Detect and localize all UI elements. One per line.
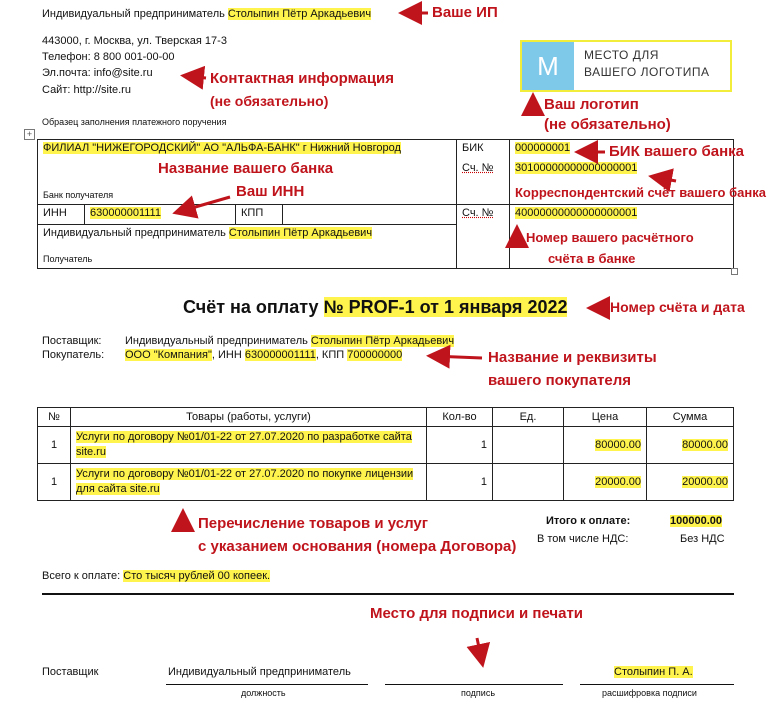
annotation-inn: Ваш ИНН [236, 183, 305, 200]
row-name: Услуги по договору №01/01-22 от 27.07.2020 по покупке лицензии для сайта site.ru [76, 468, 414, 495]
account-label: Сч. № [457, 205, 510, 269]
supplier-name: Столыпин Пётр Аркадьевич [310, 335, 455, 347]
account-value: 40000000000000000001 [515, 207, 638, 219]
annotation-number-date: Номер счёта и дата [610, 299, 745, 315]
logo-text-line1: МЕСТО ДЛЯ [584, 48, 659, 62]
annotation-bank-name: Название вашего банка [158, 160, 334, 177]
items-header-num: № [38, 408, 71, 427]
corr-value: 30100000000000000001 [515, 162, 638, 174]
items-header-goods: Товары (работы, услуги) [71, 408, 427, 427]
annotation-account-2: счёта в банке [548, 251, 636, 266]
buyer-kpp-value: 700000000 [347, 349, 403, 361]
supplier-label: Поставщик: [42, 335, 102, 347]
kpp-label: КПП [236, 205, 283, 225]
annotation-bik: БИК вашего банка [609, 143, 744, 160]
inn-label: ИНН [38, 205, 85, 225]
annotation-items-2: с указанием основания (номера Договора) [198, 538, 517, 555]
arrow-corr-icon [654, 177, 676, 181]
recipient-prefix: Индивидуальный предприниматель [43, 227, 229, 239]
bik-value: 000000001 [515, 142, 571, 154]
row-name: Услуги по договору №01/01-22 от 27.07.2020 по разработке сайта site.ru [76, 431, 412, 458]
corr-label: Сч. № [462, 162, 494, 174]
seller-email: Эл.почта: info@site.ru [42, 67, 153, 79]
cap-decoding: расшифровка подписи [602, 688, 697, 698]
sign-position: Индивидуальный предприниматель [168, 666, 351, 678]
vat-label: В том числе НДС: [537, 533, 629, 545]
total-words-value: Сто тысяч рублей 00 копеек. [123, 570, 271, 582]
inn-value: 630000001111 [90, 207, 161, 219]
arrow-inn-icon [178, 197, 230, 212]
annotation-logo-1: Ваш логотип [544, 96, 639, 113]
row-sum: 80000.00 [682, 439, 728, 451]
cap-signature: подпись [461, 688, 496, 698]
sample-caption: Образец заполнения платежного поручения [42, 117, 227, 127]
row-price: 80000.00 [595, 439, 641, 451]
annotation-items-1: Перечисление товаров и услуг [198, 515, 429, 532]
arrow-buyer-icon [432, 356, 482, 358]
buyer-inn-label: , ИНН [211, 349, 245, 361]
invoice-number-date: № PROF-1 от 1 января 2022 [323, 297, 568, 317]
annotation-contact-2: (не обязательно) [210, 93, 329, 109]
recipient-label: Получатель [43, 254, 93, 264]
row-sum: 20000.00 [682, 476, 728, 488]
annotation-corr: Корреспондентский счёт вашего банка [515, 185, 766, 200]
sign-name: Столыпин П. А. [614, 666, 693, 678]
seller-ip-prefix: Индивидуальный предприниматель [42, 8, 228, 20]
annotation-buyer-2: вашего покупателя [488, 372, 632, 389]
items-header-unit: Ед. [493, 408, 564, 427]
buyer-label: Покупатель: [42, 349, 105, 361]
sign-supplier-label: Поставщик [42, 666, 99, 678]
items-header-sum: Сумма [647, 408, 734, 427]
bik-label: БИК [462, 142, 484, 154]
recipient-name: Столыпин Пётр Аркадьевич [228, 227, 373, 239]
annotation-your-ip: Ваше ИП [432, 4, 498, 21]
vat-value: Без НДС [680, 533, 725, 545]
row-price: 20000.00 [595, 476, 641, 488]
annotation-buyer-1: Название и реквизиты [488, 349, 657, 366]
total-words-label: Всего к оплате: [42, 570, 124, 582]
table-move-handle-icon[interactable]: + [24, 129, 35, 140]
logo-letter: M [522, 42, 574, 90]
seller-ip-name: Столыпин Пётр Аркадьевич [227, 8, 372, 20]
supplier-prefix: Индивидуальный предприниматель [125, 335, 311, 347]
bank-label: Банк получателя [43, 190, 114, 200]
buyer-inn-value: 630000001111 [244, 349, 316, 361]
total-value: 100000.00 [670, 515, 722, 527]
logo-text-line2: ВАШЕГО ЛОГОТИПА [584, 65, 710, 79]
arrow-sign-icon [477, 638, 482, 662]
items-header-qty: Кол-во [427, 408, 493, 427]
cap-position: должность [241, 688, 286, 698]
items-header-price: Цена [564, 408, 647, 427]
row-qty: 1 [427, 427, 493, 464]
bank-name: ФИЛИАЛ "НИЖЕГОРОДСКИЙ" АО "АЛЬФА-БАНК" г Нижний Новгород [43, 142, 401, 154]
annotation-logo-2: (не обязательно) [544, 116, 671, 133]
annotation-sign-place: Место для подписи и печати [370, 605, 584, 622]
seller-site: Сайт: http://site.ru [42, 84, 131, 96]
seller-phone: Телефон: 8 800 001-00-00 [42, 51, 175, 63]
annotation-account-1: Номер вашего расчётного [526, 230, 694, 245]
buyer-name: ООО "Компания" [125, 349, 212, 361]
seller-address: 443000, г. Москва, ул. Тверская 17-3 [42, 35, 227, 47]
total-label: Итого к оплате: [546, 515, 631, 527]
row-qty: 1 [427, 464, 493, 501]
row-num: 1 [38, 427, 71, 464]
arrow-contact-icon [186, 76, 206, 78]
annotation-contact-1: Контактная информация [210, 70, 395, 87]
invoice-title-prefix: Счёт на оплату [183, 297, 324, 317]
buyer-kpp-label: , КПП [315, 349, 348, 361]
row-num: 1 [38, 464, 71, 501]
